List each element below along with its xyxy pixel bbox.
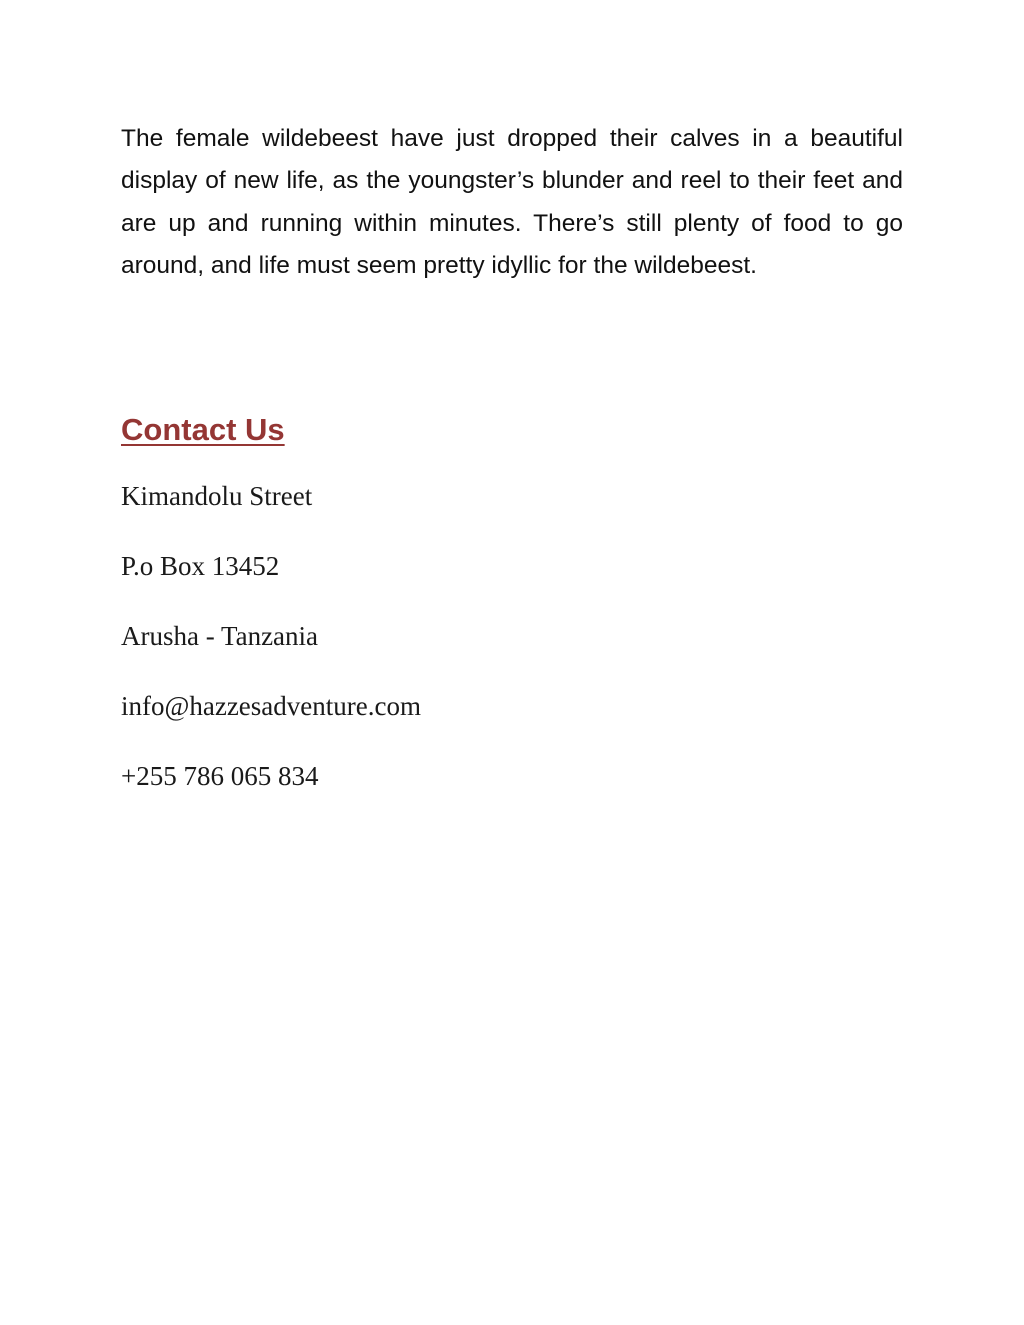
- contact-heading: Contact Us: [121, 412, 285, 447]
- wildebeest-paragraph: The female wildebeest have just dropped their calves in a beautiful display of new life, as the youngster’s blunder and reel to their feet and are up and running within minutes. There’s still plenty of food to go around, and life must seem pretty idyllic for the wildebeest.: [121, 125, 903, 279]
- document-page: [121, 118, 903, 791]
- contact-city: Arusha - Tanzania: [121, 621, 319, 651]
- contact-po-box: P.o Box 13452: [121, 551, 280, 581]
- contact-details: [121, 478, 421, 828]
- contact-phone[interactable]: +255 786 065 834: [121, 761, 319, 791]
- contact-email[interactable]: info@hazzesadventure.com: [121, 691, 421, 721]
- contact-street: Kimandolu Street: [121, 481, 313, 511]
